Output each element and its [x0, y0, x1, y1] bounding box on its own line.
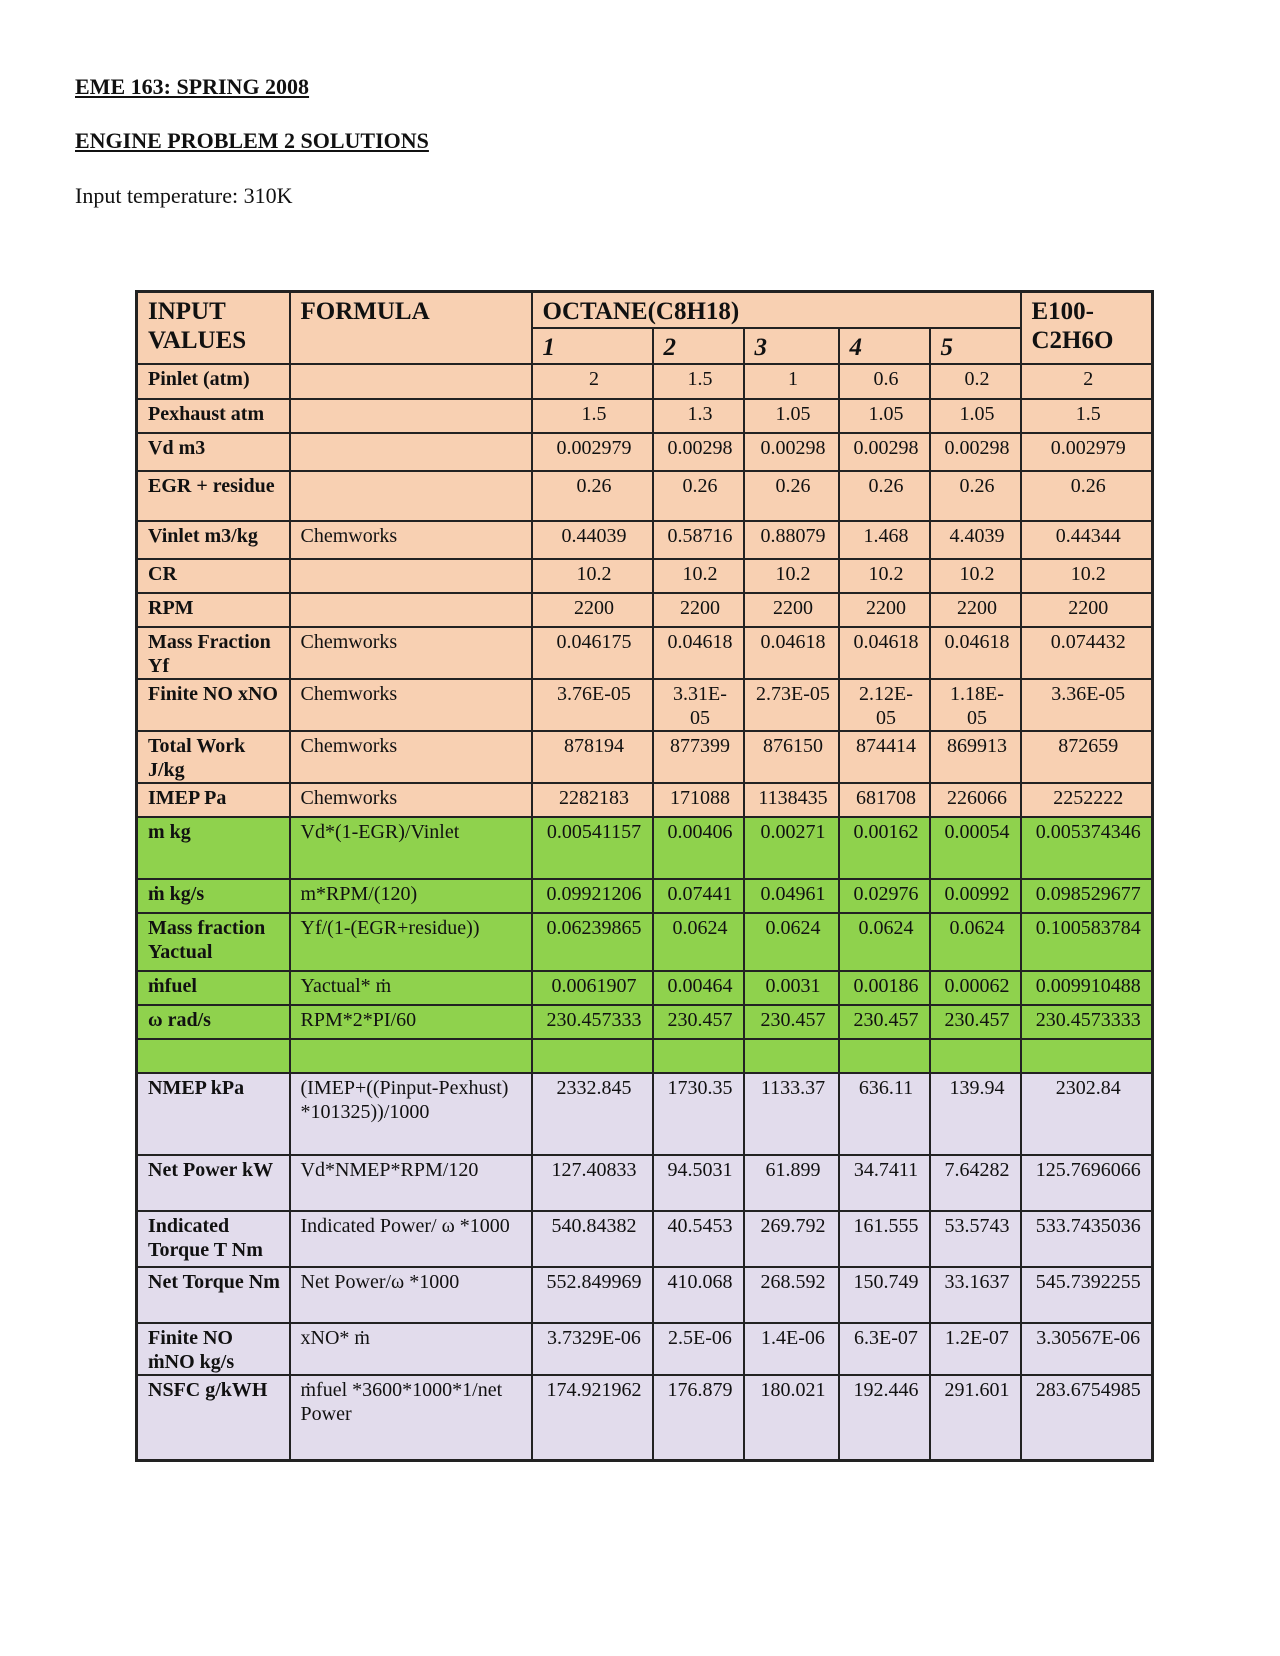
header-case-3: 3: [744, 328, 839, 364]
value-cell: 2.12E-05: [839, 679, 930, 731]
value-cell: 1.05: [839, 399, 930, 433]
row-formula: ṁfuel *3600*1000*1/net Power: [290, 1375, 532, 1461]
value-cell: 545.7392255: [1021, 1267, 1153, 1323]
value-cell: 0.074432: [1021, 627, 1153, 679]
table-row: [137, 627, 1153, 679]
value-cell: 0.005374346: [1021, 817, 1153, 879]
table-row: [137, 1211, 1153, 1267]
table-row: [137, 913, 1153, 971]
header-formula: FORMULA: [290, 292, 532, 364]
value-cell: [532, 1039, 653, 1073]
row-label: NMEP kPa: [137, 1073, 290, 1155]
value-cell: 2282183: [532, 783, 653, 817]
value-cell: 0.00186: [839, 971, 930, 1005]
value-cell: 872659: [1021, 731, 1153, 783]
value-cell: 0.00992: [930, 879, 1021, 913]
row-formula: Chemworks: [290, 783, 532, 817]
value-cell: 0.00406: [653, 817, 744, 879]
value-cell: 2200: [744, 593, 839, 627]
value-cell: 1133.37: [744, 1073, 839, 1155]
value-cell: 171088: [653, 783, 744, 817]
value-cell: 0.0031: [744, 971, 839, 1005]
value-cell: 0.02976: [839, 879, 930, 913]
value-cell: 2: [1021, 364, 1153, 399]
value-cell: 0.04618: [653, 627, 744, 679]
value-cell: 0.00062: [930, 971, 1021, 1005]
value-cell: 2: [532, 364, 653, 399]
value-cell: 139.94: [930, 1073, 1021, 1155]
table-row: [137, 1073, 1153, 1155]
value-cell: 0.100583784: [1021, 913, 1153, 971]
header-case-2: 2: [653, 328, 744, 364]
value-cell: 127.40833: [532, 1155, 653, 1211]
row-label: ṁfuel: [137, 971, 290, 1005]
value-cell: 0.88079: [744, 521, 839, 559]
value-cell: 150.749: [839, 1267, 930, 1323]
header-ethanol: E100-C2H6O: [1021, 292, 1153, 364]
value-cell: 2200: [1021, 593, 1153, 627]
table-row: [137, 1323, 1153, 1375]
header-octane: OCTANE(C8H18): [532, 292, 1021, 328]
value-cell: 0.00054: [930, 817, 1021, 879]
table-row: [137, 364, 1153, 399]
value-cell: 3.36E-05: [1021, 679, 1153, 731]
row-formula: Yf/(1-(EGR+residue)): [290, 913, 532, 971]
row-label: Pexhaust atm: [137, 399, 290, 433]
value-cell: 0.098529677: [1021, 879, 1153, 913]
row-label: Vd m3: [137, 433, 290, 471]
row-label: Vinlet m3/kg: [137, 521, 290, 559]
row-formula: [290, 433, 532, 471]
value-cell: 0.00162: [839, 817, 930, 879]
row-formula: xNO* ṁ: [290, 1323, 532, 1375]
table-row: [137, 521, 1153, 559]
row-label: Total Work J/kg: [137, 731, 290, 783]
value-cell: 0.0624: [839, 913, 930, 971]
row-formula: Yactual* ṁ: [290, 971, 532, 1005]
header-case-1: 1: [532, 328, 653, 364]
value-cell: 0.09921206: [532, 879, 653, 913]
row-label: Net Power kW: [137, 1155, 290, 1211]
value-cell: 0.26: [930, 471, 1021, 521]
row-formula: Chemworks: [290, 679, 532, 731]
value-cell: 0.009910488: [1021, 971, 1153, 1005]
value-cell: 3.31E-05: [653, 679, 744, 731]
row-formula: [290, 593, 532, 627]
value-cell: [839, 1039, 930, 1073]
value-cell: 283.6754985: [1021, 1375, 1153, 1461]
value-cell: 230.457333: [532, 1005, 653, 1039]
value-cell: 878194: [532, 731, 653, 783]
value-cell: 3.76E-05: [532, 679, 653, 731]
value-cell: 0.00298: [930, 433, 1021, 471]
value-cell: [930, 1039, 1021, 1073]
value-cell: 0.26: [839, 471, 930, 521]
value-cell: 0.44039: [532, 521, 653, 559]
value-cell: 533.7435036: [1021, 1211, 1153, 1267]
value-cell: [1021, 1039, 1153, 1073]
row-label: RPM: [137, 593, 290, 627]
value-cell: 0.00464: [653, 971, 744, 1005]
header-case-4: 4: [839, 328, 930, 364]
value-cell: 877399: [653, 731, 744, 783]
table-row: [137, 1039, 1153, 1073]
row-formula: m*RPM/(120): [290, 879, 532, 913]
value-cell: 2200: [839, 593, 930, 627]
value-cell: 552.849969: [532, 1267, 653, 1323]
row-formula: [290, 364, 532, 399]
value-cell: 0.002979: [532, 433, 653, 471]
value-cell: 874414: [839, 731, 930, 783]
input-temperature: Input temperature: 310K: [75, 183, 293, 208]
value-cell: 2200: [930, 593, 1021, 627]
value-cell: 0.04618: [930, 627, 1021, 679]
row-label: EGR + residue: [137, 471, 290, 521]
row-formula: Vd*(1-EGR)/Vinlet: [290, 817, 532, 879]
value-cell: 1.2E-07: [930, 1323, 1021, 1375]
row-formula: Chemworks: [290, 627, 532, 679]
table-row: [137, 679, 1153, 731]
value-cell: 1.3: [653, 399, 744, 433]
row-label: Net Torque Nm: [137, 1267, 290, 1323]
value-cell: 0.046175: [532, 627, 653, 679]
table-row: [137, 1155, 1153, 1211]
value-cell: 0.00541157: [532, 817, 653, 879]
value-cell: 0.6: [839, 364, 930, 399]
value-cell: 0.06239865: [532, 913, 653, 971]
value-cell: 0.58716: [653, 521, 744, 559]
value-cell: 230.4573333: [1021, 1005, 1153, 1039]
value-cell: 0.04961: [744, 879, 839, 913]
row-formula: (IMEP+((Pinput-Pexhust) *101325))/1000: [290, 1073, 532, 1155]
row-label: Mass Fraction Yf: [137, 627, 290, 679]
row-label: Pinlet (atm): [137, 364, 290, 399]
value-cell: 410.068: [653, 1267, 744, 1323]
header-input-values: INPUT VALUES: [137, 292, 290, 364]
value-cell: 681708: [839, 783, 930, 817]
table-row: [137, 471, 1153, 521]
value-cell: 192.446: [839, 1375, 930, 1461]
value-cell: 4.4039: [930, 521, 1021, 559]
value-cell: 6.3E-07: [839, 1323, 930, 1375]
value-cell: 161.555: [839, 1211, 930, 1267]
value-cell: 2252222: [1021, 783, 1153, 817]
value-cell: 0.04618: [839, 627, 930, 679]
value-cell: 0.26: [532, 471, 653, 521]
row-formula: Net Power/ω *1000: [290, 1267, 532, 1323]
value-cell: 7.64282: [930, 1155, 1021, 1211]
value-cell: 1.18E-05: [930, 679, 1021, 731]
value-cell: 40.5453: [653, 1211, 744, 1267]
value-cell: 3.7329E-06: [532, 1323, 653, 1375]
row-label: ω rad/s: [137, 1005, 290, 1039]
table-row: [137, 879, 1153, 913]
value-cell: 94.5031: [653, 1155, 744, 1211]
value-cell: 125.7696066: [1021, 1155, 1153, 1211]
value-cell: 230.457: [839, 1005, 930, 1039]
value-cell: 1.5: [653, 364, 744, 399]
value-cell: 0.04618: [744, 627, 839, 679]
course-title: EME 163: SPRING 2008: [75, 74, 310, 99]
table-row: [137, 559, 1153, 593]
value-cell: 2.5E-06: [653, 1323, 744, 1375]
value-cell: 0.0624: [930, 913, 1021, 971]
table-row: [137, 1005, 1153, 1039]
value-cell: 176.879: [653, 1375, 744, 1461]
value-cell: 226066: [930, 783, 1021, 817]
value-cell: 1.05: [930, 399, 1021, 433]
row-label: Mass fraction Yactual: [137, 913, 290, 971]
value-cell: 1.05: [744, 399, 839, 433]
row-formula: [290, 471, 532, 521]
value-cell: 3.30567E-06: [1021, 1323, 1153, 1375]
row-label: [137, 1039, 290, 1073]
value-cell: 2200: [653, 593, 744, 627]
value-cell: 2332.845: [532, 1073, 653, 1155]
header-case-5: 5: [930, 328, 1021, 364]
value-cell: 0.0624: [653, 913, 744, 971]
value-cell: 291.601: [930, 1375, 1021, 1461]
document-subtitle: ENGINE PROBLEM 2 SOLUTIONS: [75, 128, 429, 153]
engine-results-table: [135, 290, 1154, 1462]
value-cell: 869913: [930, 731, 1021, 783]
value-cell: 0.00271: [744, 817, 839, 879]
value-cell: 1730.35: [653, 1073, 744, 1155]
value-cell: 53.5743: [930, 1211, 1021, 1267]
row-label: Indicated Torque T Nm: [137, 1211, 290, 1267]
value-cell: 0.26: [744, 471, 839, 521]
value-cell: 2.73E-05: [744, 679, 839, 731]
value-cell: 1.5: [1021, 399, 1153, 433]
value-cell: 0.26: [1021, 471, 1153, 521]
row-formula: [290, 559, 532, 593]
row-label: ṁ kg/s: [137, 879, 290, 913]
value-cell: 268.592: [744, 1267, 839, 1323]
value-cell: 10.2: [930, 559, 1021, 593]
value-cell: 230.457: [930, 1005, 1021, 1039]
value-cell: 1.5: [532, 399, 653, 433]
row-formula: [290, 399, 532, 433]
row-label: m kg: [137, 817, 290, 879]
row-label: Finite NO ṁNO kg/s: [137, 1323, 290, 1375]
value-cell: 0.0624: [744, 913, 839, 971]
row-label: Finite NO xNO: [137, 679, 290, 731]
value-cell: 0.07441: [653, 879, 744, 913]
row-formula: Chemworks: [290, 731, 532, 783]
row-label: NSFC g/kWH: [137, 1375, 290, 1461]
table-row: [137, 731, 1153, 783]
value-cell: 0.2: [930, 364, 1021, 399]
table-row: [137, 817, 1153, 879]
value-cell: 1.4E-06: [744, 1323, 839, 1375]
value-cell: 2302.84: [1021, 1073, 1153, 1155]
value-cell: 0.26: [653, 471, 744, 521]
value-cell: 1: [744, 364, 839, 399]
value-cell: [744, 1039, 839, 1073]
row-formula: Vd*NMEP*RPM/120: [290, 1155, 532, 1211]
value-cell: 0.00298: [744, 433, 839, 471]
value-cell: 10.2: [744, 559, 839, 593]
value-cell: 0.00298: [653, 433, 744, 471]
table-row: [137, 971, 1153, 1005]
value-cell: 876150: [744, 731, 839, 783]
value-cell: [653, 1039, 744, 1073]
row-formula: Chemworks: [290, 521, 532, 559]
value-cell: 10.2: [653, 559, 744, 593]
value-cell: 269.792: [744, 1211, 839, 1267]
value-cell: 0.0061907: [532, 971, 653, 1005]
value-cell: 0.00298: [839, 433, 930, 471]
table-row: [137, 593, 1153, 627]
value-cell: 230.457: [744, 1005, 839, 1039]
row-formula: [290, 1039, 532, 1073]
value-cell: 1.468: [839, 521, 930, 559]
row-label: CR: [137, 559, 290, 593]
row-formula: Indicated Power/ ω *1000: [290, 1211, 532, 1267]
row-label: IMEP Pa: [137, 783, 290, 817]
table-row: [137, 1375, 1153, 1461]
value-cell: 0.44344: [1021, 521, 1153, 559]
table-row: [137, 399, 1153, 433]
row-formula: RPM*2*PI/60: [290, 1005, 532, 1039]
table-row: [137, 783, 1153, 817]
table-row: [137, 433, 1153, 471]
value-cell: 230.457: [653, 1005, 744, 1039]
value-cell: 10.2: [839, 559, 930, 593]
value-cell: 34.7411: [839, 1155, 930, 1211]
value-cell: 33.1637: [930, 1267, 1021, 1323]
value-cell: 61.899: [744, 1155, 839, 1211]
value-cell: 0.002979: [1021, 433, 1153, 471]
value-cell: 174.921962: [532, 1375, 653, 1461]
value-cell: 2200: [532, 593, 653, 627]
table-row: [137, 1267, 1153, 1323]
value-cell: 1138435: [744, 783, 839, 817]
value-cell: 10.2: [1021, 559, 1153, 593]
value-cell: 180.021: [744, 1375, 839, 1461]
value-cell: 10.2: [532, 559, 653, 593]
value-cell: 540.84382: [532, 1211, 653, 1267]
value-cell: 636.11: [839, 1073, 930, 1155]
